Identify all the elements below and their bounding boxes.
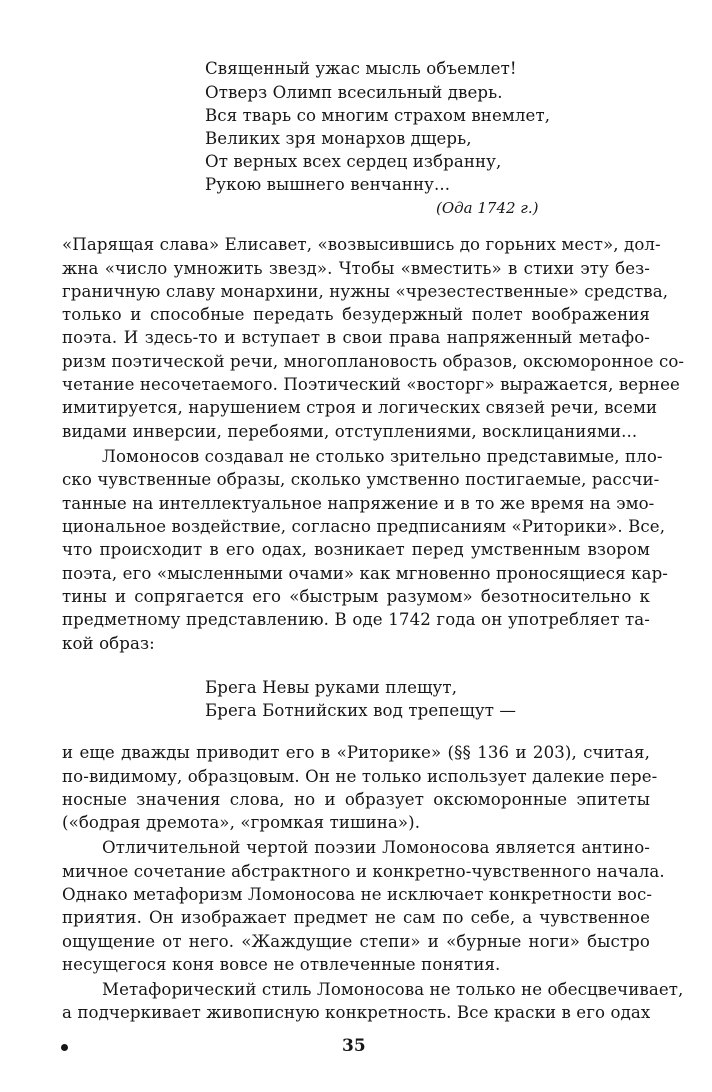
text-line: имитируется, нарушением строя и логических связей речи, всеми bbox=[62, 398, 658, 417]
verse-line: Брега Невы руками плещут, bbox=[205, 678, 458, 697]
text-line: танные на интеллектуальное напряжение и в то же время на эмо- bbox=[62, 494, 655, 513]
text-line: Ломоносов создавал не столько зрительно представимые, пло- bbox=[102, 447, 663, 466]
text-line: («бодрая дремота», «громкая тишина»). bbox=[62, 813, 421, 832]
text-line: а подчеркивает живописную конкретность. Все краски в его одах bbox=[62, 1003, 651, 1022]
page-number: 35 bbox=[342, 1036, 366, 1056]
verse-line: Великих зря монархов дщерь, bbox=[205, 129, 472, 148]
text-line: ощущение от него. «Жаждущие степи» и «бурные ноги» быстро bbox=[62, 932, 650, 951]
text-line: Отличительной чертой поэзии Ломоносова является антино- bbox=[102, 838, 650, 857]
text-line: мичное сочетание абстрактного и конкретно-чувственного начала. bbox=[62, 862, 665, 881]
verse-line: От верных всех сердец избранну, bbox=[205, 152, 502, 171]
text-line: циональное воздействие, согласно предписаниям «Риторики». Все, bbox=[62, 517, 666, 536]
text-line: поэта. И здесь-то и вступает в свои права напряженный метафо- bbox=[62, 328, 650, 347]
signature-mark bbox=[61, 1044, 68, 1051]
text-line: «Парящая слава» Елисавет, «возвысившись до горьних мест», дол- bbox=[62, 235, 661, 254]
text-line: что происходит в его одах, возникает перед умственным взором bbox=[62, 540, 650, 559]
verse-line: Вся тварь со многим страхом внемлет, bbox=[205, 106, 551, 125]
verse-line: Брега Ботнийских вод трепещут — bbox=[205, 701, 517, 720]
verse-line: Рукою вышнего венчанну... bbox=[205, 175, 451, 194]
text-line: ско чувственные образы, сколько умственно постигаемые, рассчи- bbox=[62, 470, 660, 489]
text-line: только и способные передать безудержный полет воображения bbox=[62, 305, 650, 324]
text-line: четание несочетаемого. Поэтический «восторг» выражается, вернее bbox=[62, 375, 680, 394]
text-line: граничную славу монархини, нужны «чрезестественные» средства, bbox=[62, 282, 669, 301]
verse-line: Священный ужас мысль объемлет! bbox=[205, 59, 517, 78]
text-line: тины и сопрягается его «быстрым разумом» безотносительно к bbox=[62, 587, 650, 606]
verse-line: Отверз Олимп всесильный дверь. bbox=[205, 83, 503, 102]
text-line: по-видимому, образцовым. Он не только использует далекие пере- bbox=[62, 767, 658, 786]
text-line: кой образ: bbox=[62, 634, 155, 653]
text-line: носные значения слова, но и образует оксюморонные эпитеты bbox=[62, 790, 650, 809]
text-line: несущегося коня вовсе не отвлеченные понятия. bbox=[62, 955, 501, 974]
quote-source: (Ода 1742 г.) bbox=[436, 199, 539, 217]
text-line: видами инверсии, перебоями, отступлениями, восклицаниями... bbox=[62, 422, 638, 441]
text-line: приятия. Он изображает предмет не сам по себе, а чувственное bbox=[62, 908, 650, 927]
text-line: ризм поэтической речи, многоплановость образов, оксюморонное со- bbox=[62, 352, 685, 371]
text-line: и еще дважды приводит его в «Риторике» (§§ 136 и 203), считая, bbox=[62, 743, 650, 762]
text-line: Однако метафоризм Ломоносова не исключает конкретности вос- bbox=[62, 885, 653, 904]
text-line: жна «число умножить звезд». Чтобы «вместить» в стихи эту без- bbox=[62, 259, 650, 278]
text-line: поэта, его «мысленными очами» как мгновенно проносящиеся кар- bbox=[62, 564, 669, 583]
text-line: Метафорический стиль Ломоносова не только не обесцвечивает, bbox=[102, 980, 684, 999]
text-line: предметному представлению. В оде 1742 года он употребляет та- bbox=[62, 610, 650, 629]
